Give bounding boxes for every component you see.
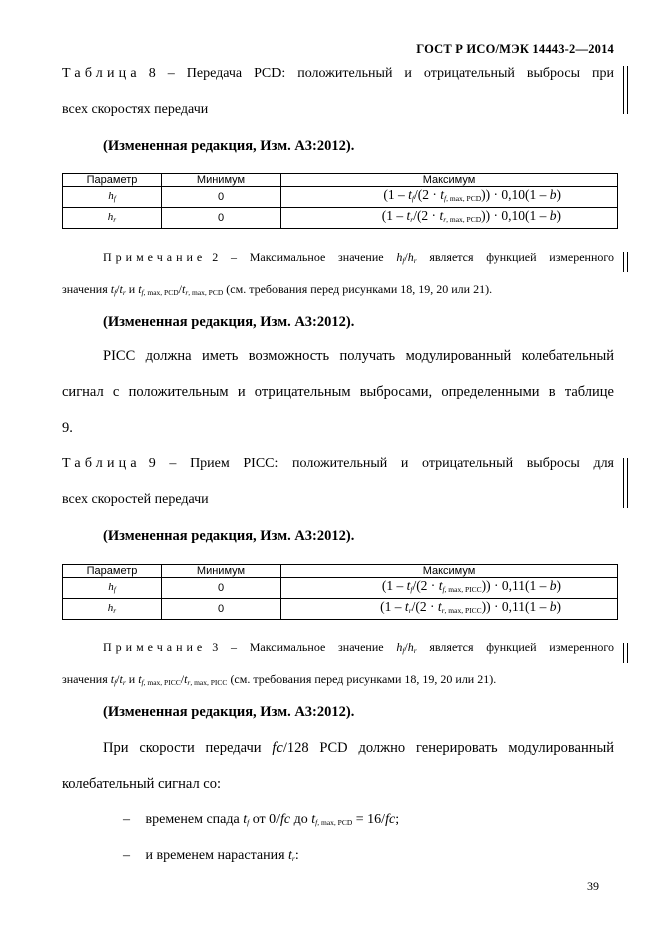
picc-paragraph-line1: PICC должна иметь возможность получать модулированный колебательный: [103, 348, 614, 364]
note3-line1: [103, 640, 614, 655]
param-cell: $h_r$: [63, 599, 162, 620]
table9-caption-line1: 9 – Прием PICC: положительный и отрицательный выбросы для: [148, 456, 614, 471]
note3-prefix: Примечание: [103, 640, 207, 654]
document-header: ГОСТ Р ИСО/МЭК 14443-2—2014: [416, 42, 614, 56]
table9-caption-line2: всех скоростей передачи: [62, 492, 209, 507]
change-bar: [623, 66, 624, 114]
table8-caption-prefix: Таблица: [62, 66, 141, 81]
table-row: [63, 208, 618, 229]
bullet-dash: –: [123, 848, 130, 863]
change-bar: [623, 643, 624, 663]
table-header-row: [63, 174, 618, 187]
change-bar: [627, 66, 628, 114]
table-row: [63, 187, 618, 208]
bullet-dash: –: [123, 812, 130, 827]
table9-revision: (Измененная редакция, Изм. А3:2012).: [103, 528, 355, 544]
table8-caption-line2: всех скоростях передачи: [62, 102, 209, 117]
bullet-text: временем спада $t_f$ от 0/fc до $t_{f, max, PCD} = 16/fc$;: [145, 812, 400, 827]
note2-prefix: Примечание: [103, 250, 207, 264]
picc-paragraph-line3: 9.: [62, 420, 73, 436]
table8: [62, 173, 618, 229]
min-cell: 0: [162, 208, 281, 229]
max-formula-cell: $(1 - t_f/(2 \cdot t_{f, max, PICC})) \cdot 0,11(1 - b)$: [281, 578, 618, 599]
column-header: Минимум: [162, 565, 281, 578]
note2-text: 2 – Максимальное значение $h_f/h_r$ является функцией измеренного: [212, 250, 614, 265]
bullet-text: и временем нарастания $t_r$:: [145, 848, 299, 863]
min-cell: 0: [162, 187, 281, 208]
note2-line2: значения $t_f/t_r$ и $t_{f, max, PCD}/t_{r, max, PCD}$ (см. требования перед рисунками 18, 19, 20 или 21).: [62, 282, 493, 297]
column-header: Параметр: [63, 174, 162, 187]
table-row: [63, 599, 618, 620]
change-bar: [627, 458, 628, 508]
column-header: Параметр: [63, 565, 162, 578]
final-paragraph-line2: колебательный сигнал со:: [62, 776, 222, 792]
table8-revision: (Измененная редакция, Изм. А3:2012).: [103, 138, 355, 154]
note3-revision: (Измененная редакция, Изм. А3:2012).: [103, 704, 355, 720]
min-cell: 0: [162, 578, 281, 599]
note3-line2: значения $t_f/t_r$ и $t_{f, max, PICC}/t_{r, max, PICC}$ (см. требования перед рисунками 18, 19, 20 или 21).: [62, 672, 497, 687]
table9-caption: [62, 456, 614, 472]
page-number: 39: [587, 879, 599, 893]
change-bar: [623, 252, 624, 272]
table-row: [63, 578, 618, 599]
max-formula-cell: $(1 - t_r/(2 \cdot t_{r, max, PCD})) \cdot 0,10(1 - b)$: [281, 208, 618, 229]
column-header: Максимум: [281, 174, 618, 187]
table9: [62, 564, 618, 620]
change-bar: [627, 643, 628, 663]
min-cell: 0: [162, 599, 281, 620]
list-item: [123, 848, 299, 864]
table9-caption-prefix: Таблица: [62, 456, 141, 471]
column-header: Максимум: [281, 565, 618, 578]
max-formula-cell: $(1 - t_r/(2 \cdot t_{r, max, PICC})) \cdot 0,11(1 - b)$: [281, 599, 618, 620]
note2-revision: (Измененная редакция, Изм. А3:2012).: [103, 314, 355, 330]
param-cell: $h_r$: [63, 208, 162, 229]
change-bar: [627, 252, 628, 272]
table8-caption-line1: 8 – Передача PCD: положительный и отрицательный выбросы при: [148, 66, 614, 81]
picc-paragraph-line2: сигнал с положительным и отрицательным выбросами, определенными в таблице: [62, 384, 614, 400]
table-header-row: [63, 565, 618, 578]
final-paragraph-line1: При скорости передачи fc/128 PCD должно генерировать модулированный: [103, 740, 614, 756]
note3-text: 3 – Максимальное значение $h_f/h_r$ является функцией измеренного: [212, 640, 614, 655]
max-formula-cell: $(1 - t_f/(2 \cdot t_{f, max, PCD})) \cdot 0,10(1 - b)$: [281, 187, 618, 208]
param-cell: $h_f$: [63, 187, 162, 208]
note2-line1: [103, 250, 614, 265]
change-bar: [623, 458, 624, 508]
table8-caption: [62, 66, 614, 82]
param-cell: $h_f$: [63, 578, 162, 599]
list-item: [123, 812, 399, 828]
column-header: Минимум: [162, 174, 281, 187]
